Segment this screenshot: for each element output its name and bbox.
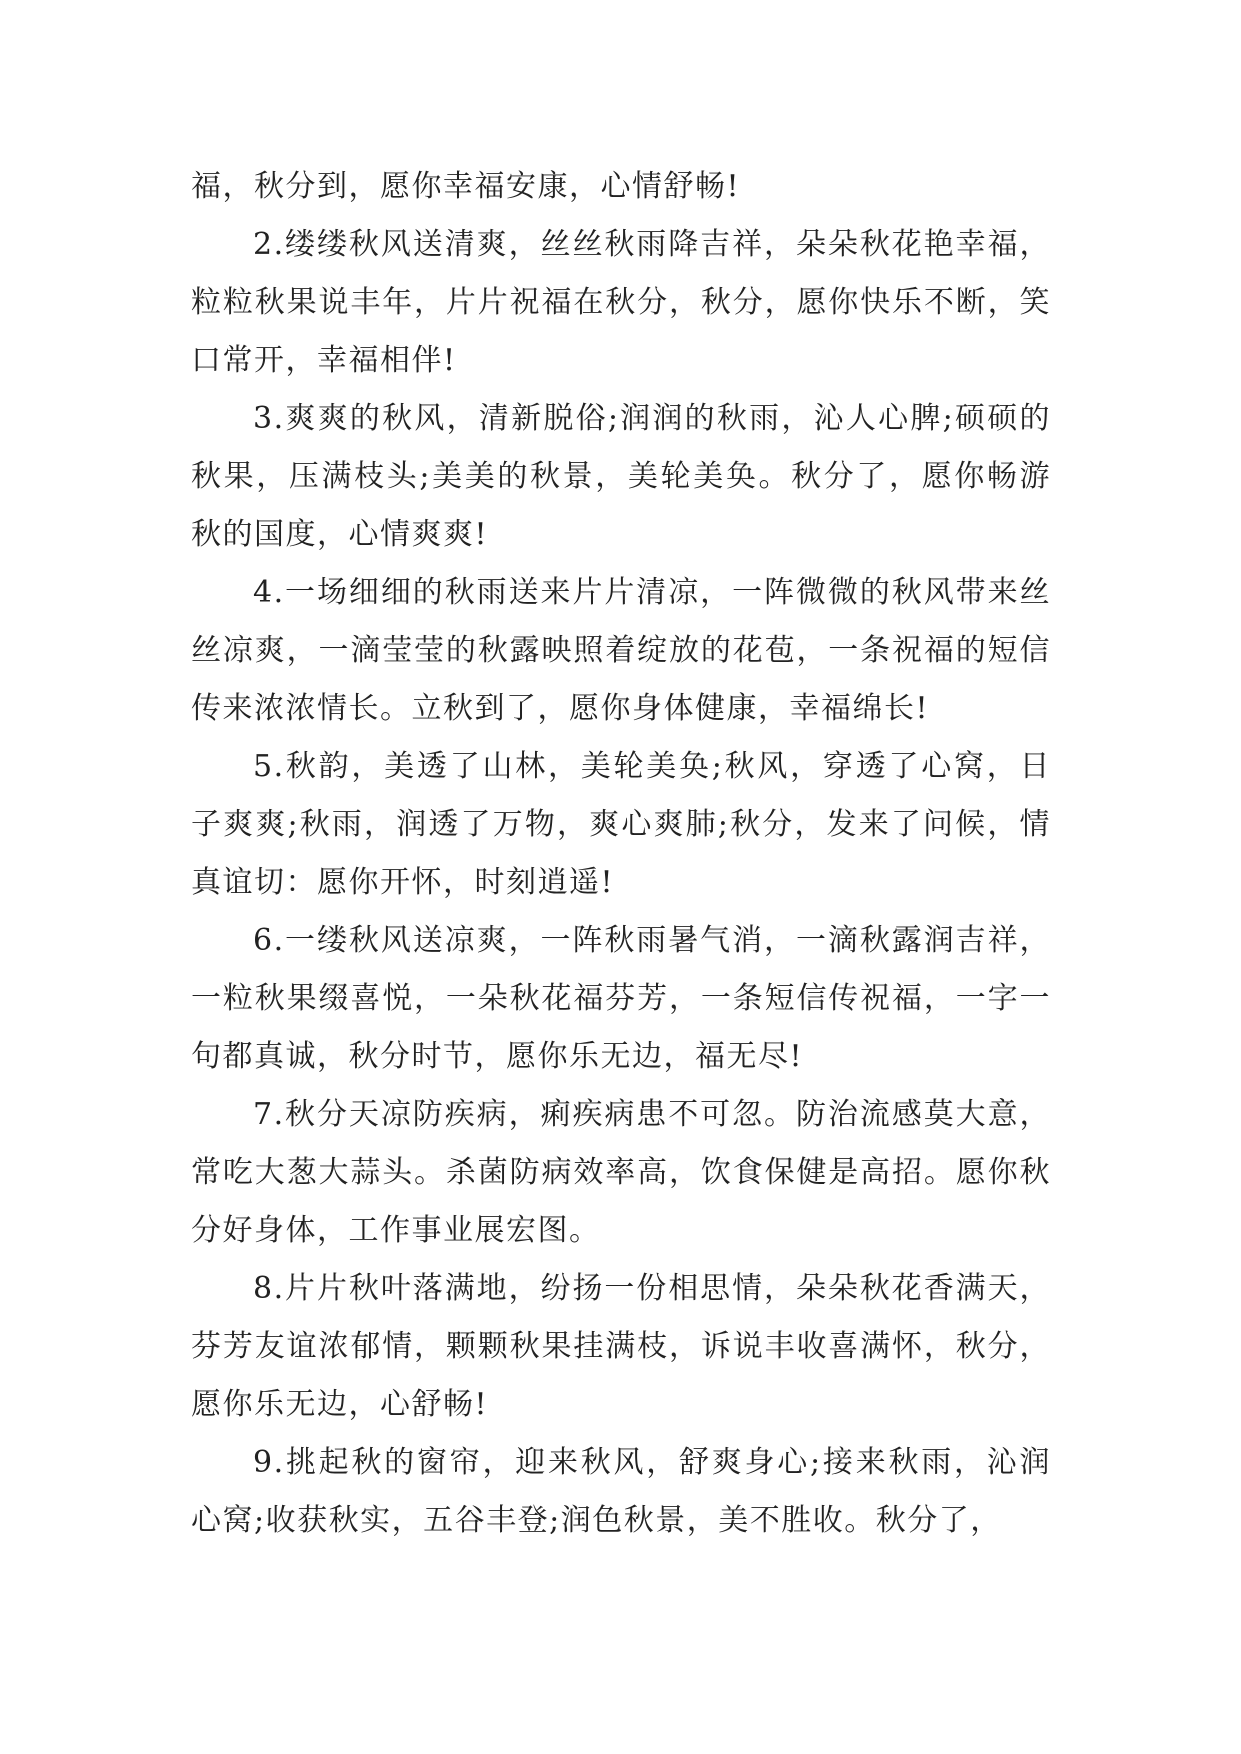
paragraph-7: 7.秋分天凉防疾病，痢疾病患不可忽。防治流感莫大意，常吃大葱大蒜头。杀菌防病效率高，饮食保健是高招。愿你秋分好身体，工作事业展宏图。 [191,1097,1051,1248]
document-body [191,158,1051,1550]
paragraph-1-continuation: 福，秋分到，愿你幸福安康，心情舒畅! [191,169,741,204]
paragraph-8: 8.片片秋叶落满地，纷扬一份相思情，朵朵秋花香满天，芬芳友谊浓郁情，颗颗秋果挂满枝，诉说丰收喜满怀，秋分，愿你乐无边，心舒畅! [191,1271,1051,1422]
paragraph-2: 2.缕缕秋风送清爽，丝丝秋雨降吉祥，朵朵秋花艳幸福，粒粒秋果说丰年，片片祝福在秋分，秋分，愿你快乐不断，笑口常开，幸福相伴! [191,227,1051,378]
paragraph-6: 6.一缕秋风送凉爽，一阵秋雨暑气消，一滴秋露润吉祥，一粒秋果缀喜悦，一朵秋花福芬芳，一条短信传祝福，一字一句都真诚，秋分时节，愿你乐无边，福无尽! [191,923,1051,1074]
paragraph-3: 3.爽爽的秋风，清新脱俗;润润的秋雨，沁人心脾;硕硕的秋果，压满枝头;美美的秋景，美轮美奂。秋分了，愿你畅游秋的国度，心情爽爽! [191,401,1051,552]
paragraph-4: 4.一场细细的秋雨送来片片清凉，一阵微微的秋风带来丝丝凉爽，一滴莹莹的秋露映照着绽放的花苞，一条祝福的短信传来浓浓情长。立秋到了，愿你身体健康，幸福绵长! [191,575,1051,726]
paragraph-9: 9.挑起秋的窗帘，迎来秋风，舒爽身心;接来秋雨，沁润心窝;收获秋实，五谷丰登;润色秋景，美不胜收。秋分了， [191,1445,1051,1538]
paragraph-5: 5.秋韵，美透了山林，美轮美奂;秋风，穿透了心窝，日子爽爽;秋雨，润透了万物，爽心爽肺;秋分，发来了问候，情真谊切：愿你开怀，时刻逍遥! [191,749,1051,900]
